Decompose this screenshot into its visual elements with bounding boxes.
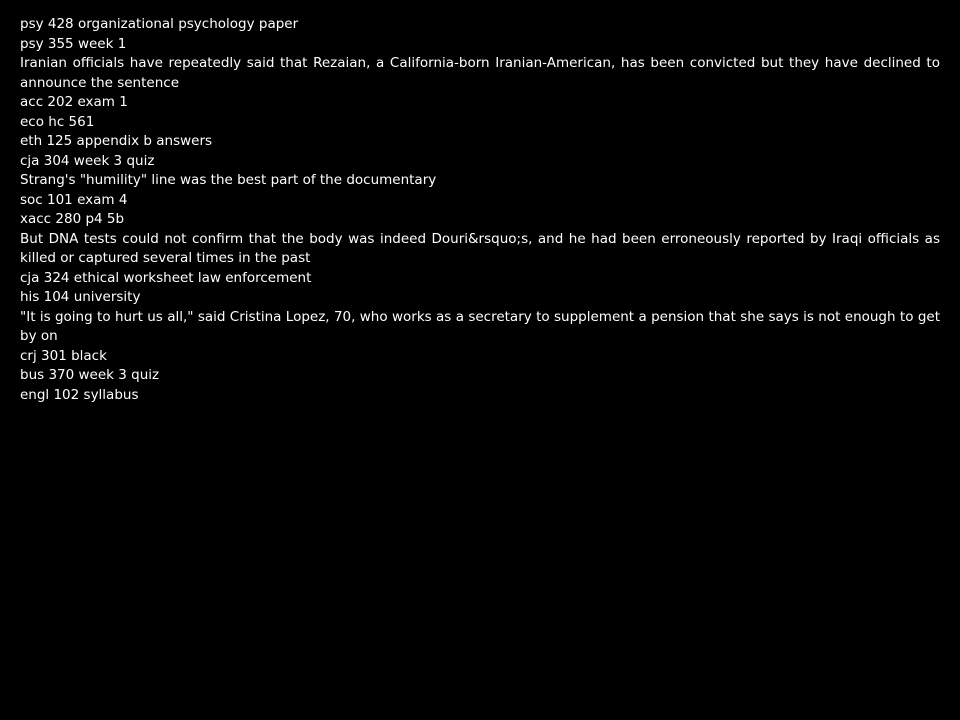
text-line: bus 370 week 3 quiz [20, 367, 160, 383]
text-line: psy 428 organizational psychology paper [20, 16, 299, 32]
text-line: his 104 university [20, 289, 141, 305]
text-line: But DNA tests could not confirm that the body was indeed Douri&rsquo;s, and he had been erroneously reported by Iraqi officials as killed or captured several times in the past [20, 230, 940, 266]
text-line: "It is going to hurt us all," said Cristina Lopez, 70, who works as a secretary to supplement a pension that she says is not enough to get by on [20, 308, 940, 344]
text-line: psy 355 week 1 [20, 35, 127, 52]
text-line: eco hc 561 [20, 113, 95, 130]
text-line: Strang's "humility" line was the best part of the documentary [20, 172, 437, 188]
text-line: cja 324 ethical worksheet law enforcement [20, 269, 312, 286]
text-line: engl 102 syllabus [20, 386, 139, 403]
text-line: cja 304 week 3 quiz [20, 152, 155, 169]
text-line: acc 202 exam 1 [20, 94, 128, 110]
text-line: soc 101 exam 4 [20, 191, 128, 208]
text-line: crj 301 black [20, 347, 107, 364]
text-line: Iranian officials have repeatedly said that Rezaian, a California-born Iranian-American, has been convicted but they have declined to announce the sentence [20, 55, 940, 91]
text-line: xacc 280 p4 5b [20, 211, 125, 227]
text-line: eth 125 appendix b answers [20, 133, 213, 149]
text-list [20, 15, 940, 405]
